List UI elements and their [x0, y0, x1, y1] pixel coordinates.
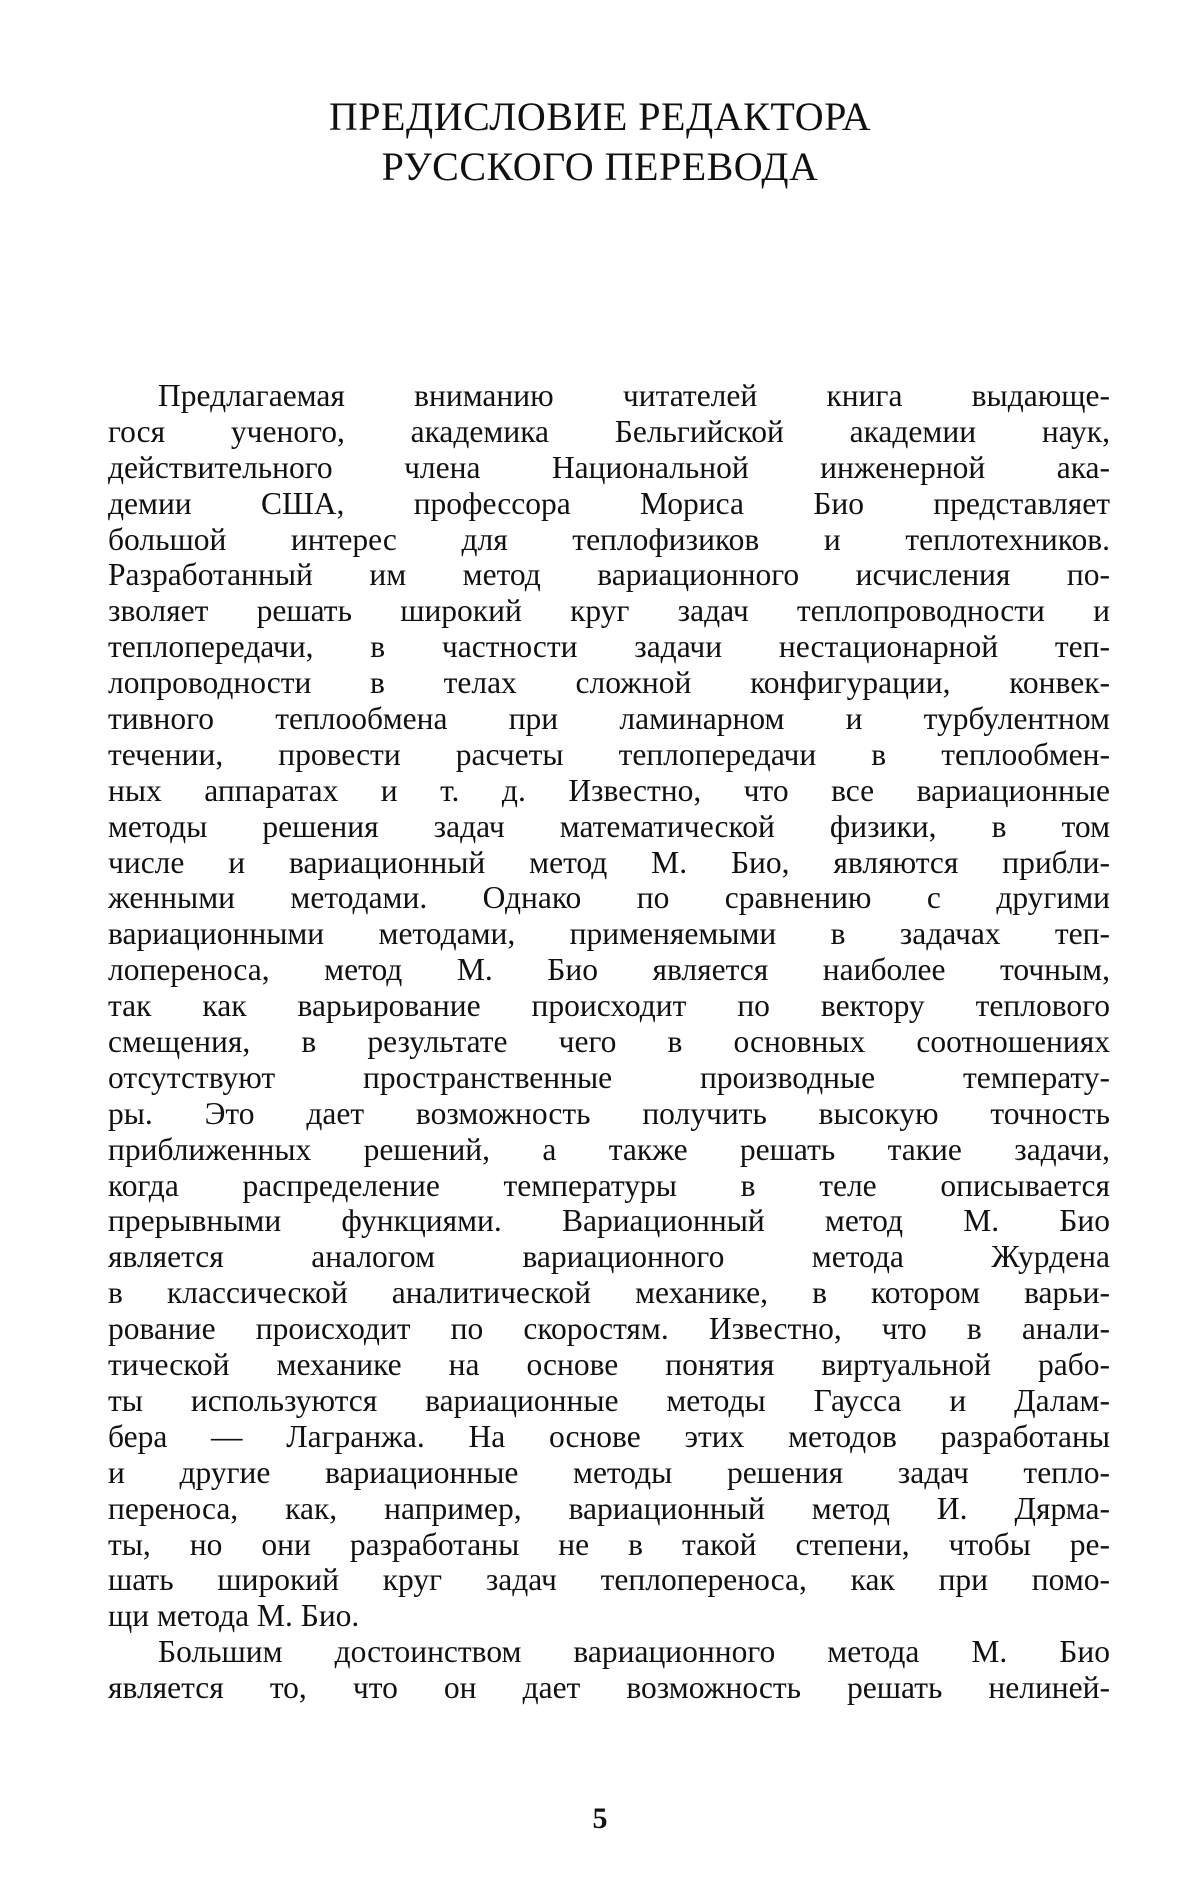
text-line: вариационными методами, применяемыми в задачах теп- — [108, 916, 1110, 952]
text-line: ты, но они разработаны не в такой степени, чтобы ре- — [108, 1526, 1110, 1562]
text-line: Большим достоинством вариационного метода М. Био — [158, 1634, 1110, 1670]
text-line: смещения, в результате чего в основных соотношениях — [108, 1024, 1110, 1060]
text-line: тической механике на основе понятия виртуальной рабо- — [108, 1347, 1110, 1383]
text-line: демии США, профессора Мориса Био представляет — [108, 485, 1110, 521]
text-line: прерывными функциями. Вариационный метод М. Био — [108, 1203, 1110, 1239]
text-line: тивного теплообмена при ламинарном и турбулентном — [108, 701, 1110, 737]
text-line: ты используются вариационные методы Гаусса и Далам- — [108, 1382, 1110, 1418]
text-line: Предлагаемая вниманию читателей книга выдающе- — [158, 378, 1110, 413]
text-line: Разработанный им метод вариационного исчисления по- — [108, 557, 1110, 593]
text-line: ных аппаратах и т. д. Известно, что все вариационные — [108, 772, 1110, 808]
text-line: зволяет решать широкий круг задач теплопроводности и — [108, 593, 1110, 629]
text-line: гося ученого, академика Бельгийской академии наук, — [108, 413, 1110, 449]
body-text — [108, 378, 1110, 1706]
text-line: женными методами. Однако по сравнению с другими — [108, 880, 1110, 916]
text-line: большой интерес для теплофизиков и теплотехников. — [108, 521, 1110, 557]
text-line: так как варьирование происходит по вектору теплового — [108, 988, 1110, 1024]
text-line: шать широкий круг задач теплопереноса, как при помо- — [108, 1562, 1110, 1598]
text-line: течении, провести расчеты теплопередачи в теплообмен- — [108, 736, 1110, 772]
text-line: теплопередачи, в частности задачи нестационарной теп- — [108, 629, 1110, 665]
text-line: числе и вариационный метод М. Био, являются прибли- — [108, 844, 1110, 880]
text-line: является аналогом вариационного метода Журдена — [108, 1239, 1110, 1275]
heading-line-2: РУССКОГО ПЕРЕВОДА — [381, 144, 819, 189]
text-line: когда распределение температуры в теле описывается — [108, 1167, 1110, 1203]
text-line: лопроводности в телах сложной конфигурации, конвек- — [108, 665, 1110, 701]
text-line: отсутствуют пространственные производные температу- — [108, 1059, 1110, 1095]
heading-line-1: ПРЕДИСЛОВИЕ РЕДАКТОРА — [328, 94, 872, 139]
page-number: 5 — [592, 1802, 608, 1835]
text-line: и другие вариационные методы решения задач тепло- — [108, 1454, 1110, 1490]
text-line: щи метода М. Био. — [108, 1598, 360, 1634]
text-line: в классической аналитической механике, в котором варьи- — [108, 1275, 1110, 1311]
text-line: рование происходит по скоростям. Известно, что в анали- — [108, 1311, 1110, 1347]
text-line: приближенных решений, а также решать такие задачи, — [108, 1131, 1110, 1167]
text-line: бера — Лагранжа. На основе этих методов разработаны — [108, 1418, 1110, 1454]
text-line: методы решения задач математической физики, в том — [108, 808, 1110, 844]
text-line: лопереноса, метод М. Био является наиболее точным, — [108, 952, 1110, 988]
text-line: переноса, как, например, вариационный метод И. Дярма- — [108, 1490, 1110, 1526]
chapter-heading — [0, 92, 1200, 192]
text-line: действительного члена Национальной инженерной ака- — [108, 449, 1110, 485]
text-line: является то, что он дает возможность решать нелиней- — [108, 1670, 1110, 1706]
text-line: ры. Это дает возможность получить высокую точность — [108, 1095, 1110, 1131]
paragraph-2 — [108, 1634, 1110, 1706]
paragraph-1 — [108, 378, 1110, 1634]
